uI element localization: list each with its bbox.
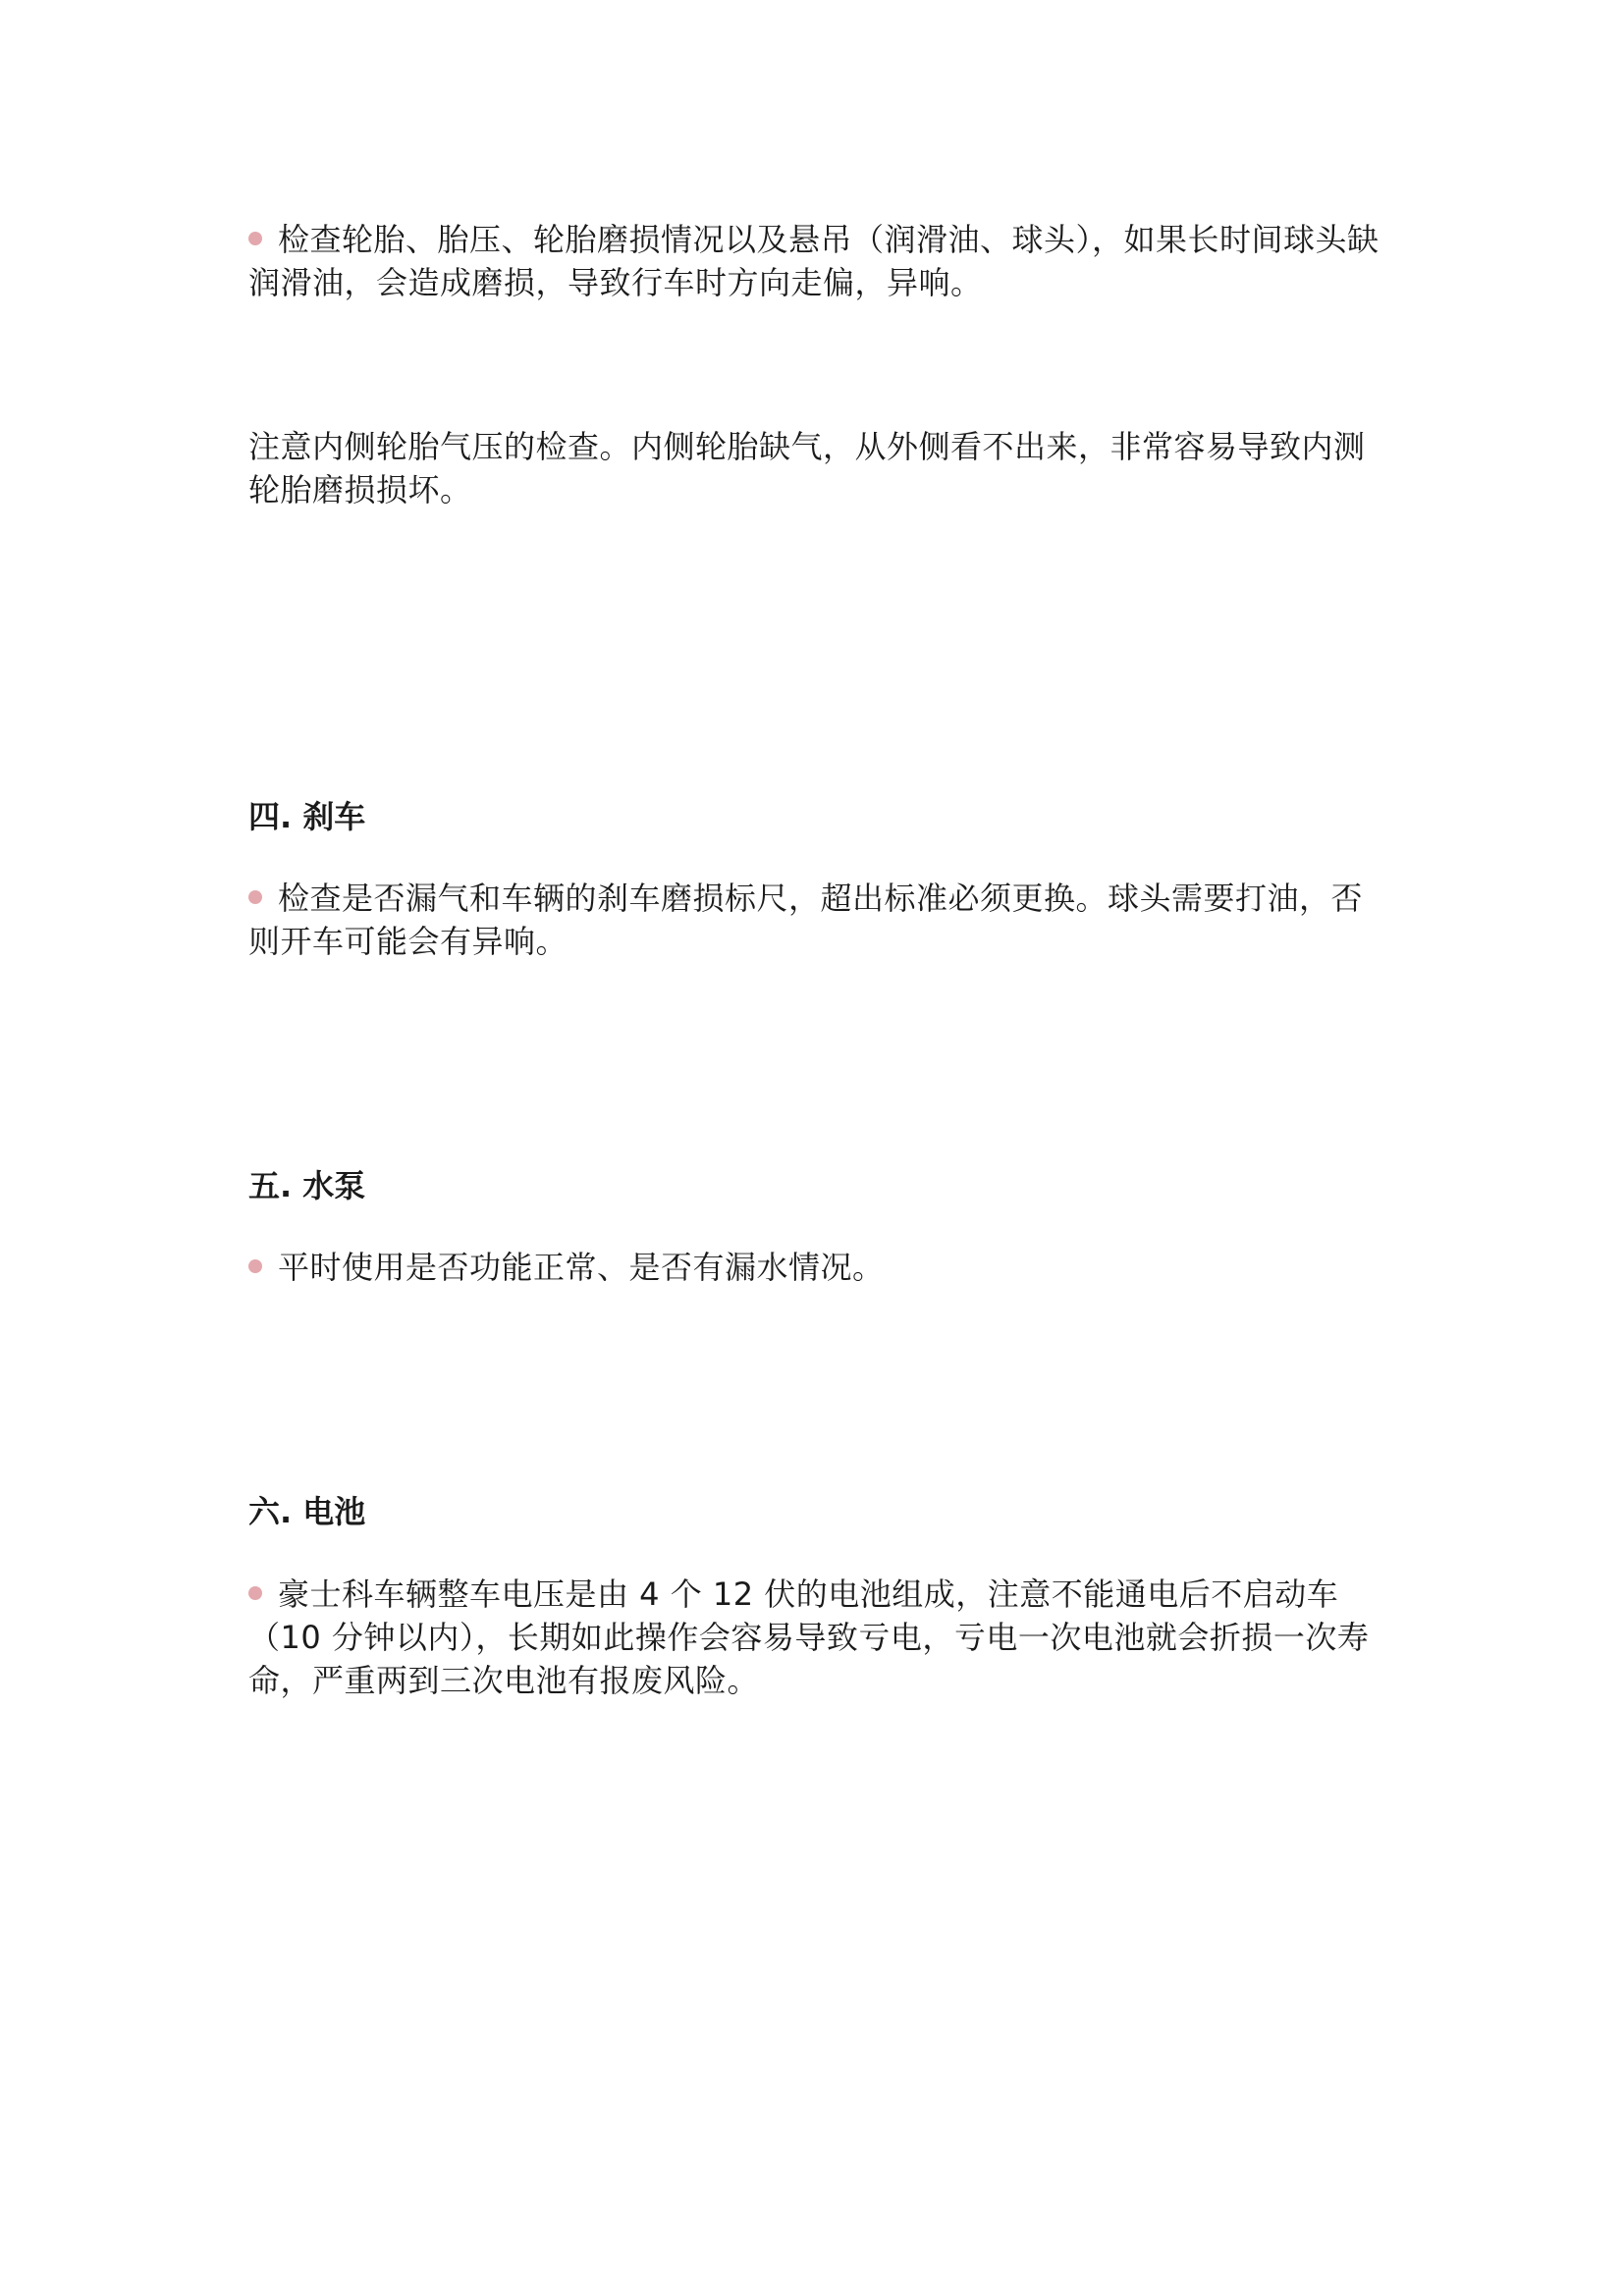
water-pump-bullet-paragraph [248,1246,1387,1289]
brakes-heading: 四. 刹车 [248,798,366,835]
bullet-dot [248,1586,262,1600]
tires-bullet-paragraph [248,218,1387,304]
water-pump-heading-block [248,1164,1387,1207]
bullet-dot [248,890,262,904]
bullet-dot [248,232,262,245]
battery-bullet-text: 豪士科车辆整车电压是由 4 个 12 伏的电池组成，注意不能通电后不启动车（10 分钟以内），长期如此操作会容易导致亏电，亏电一次电池就会折损一次寿命，严重两到三次电池有报废风险。 [248,1575,1370,1699]
brakes-bullet-paragraph [248,877,1387,963]
tires-note-paragraph [248,425,1387,511]
tires-note-text: 注意内侧轮胎气压的检查。内侧轮胎缺气，从外侧看不出来，非常容易导致内测轮胎磨损损坏。 [248,428,1366,508]
bullet-dot [248,1259,262,1273]
battery-heading: 六. 电池 [248,1493,366,1530]
brakes-bullet-text: 检查是否漏气和车辆的刹车磨损标尺，超出标准必须更换。球头需要打油，否则开车可能会有异响。 [248,880,1364,960]
battery-bullet-paragraph [248,1573,1387,1702]
water-pump-heading: 五. 水泵 [248,1167,366,1204]
battery-heading-block [248,1490,1387,1533]
water-pump-bullet-text: 平时使用是否功能正常、是否有漏水情况。 [278,1249,885,1286]
brakes-heading-block [248,795,1387,838]
tires-bullet-text: 检查轮胎、胎压、轮胎磨损情况以及悬吊（润滑油、球头），如果长时间球头缺润滑油，会造成磨损，导致行车时方向走偏，异响。 [248,221,1380,301]
